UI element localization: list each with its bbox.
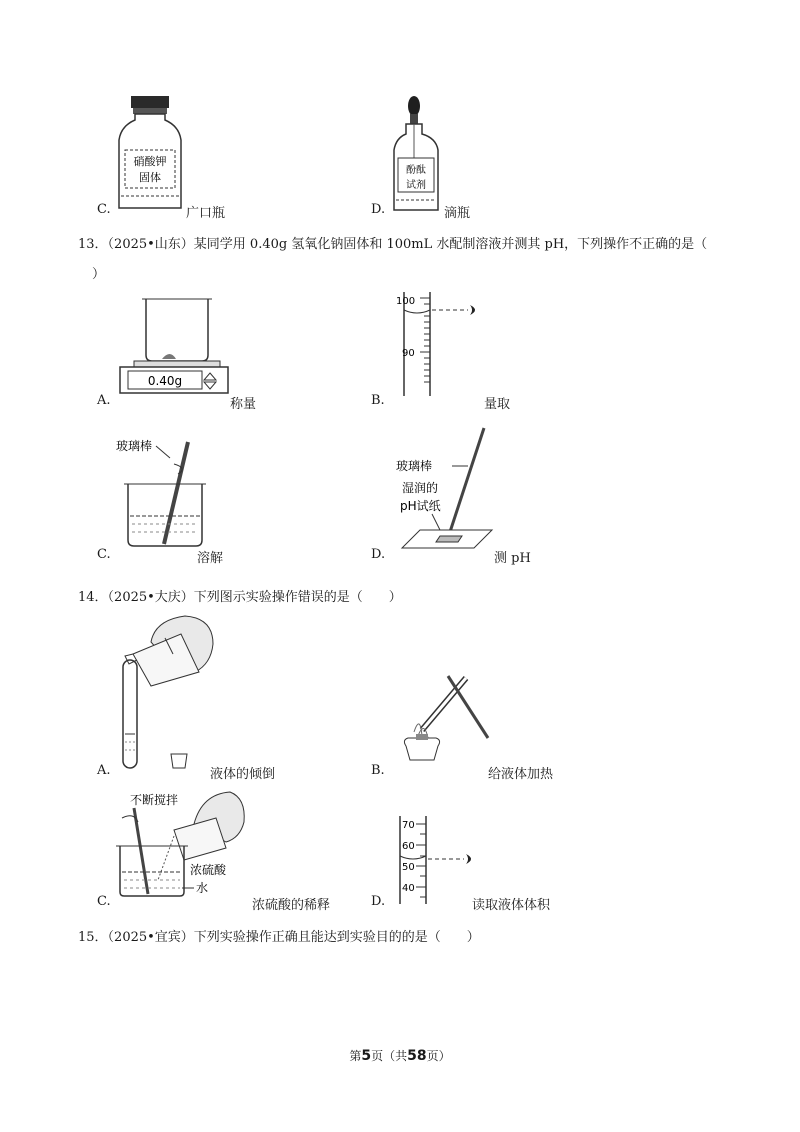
tube-holder — [448, 676, 488, 738]
svg-text:不断搅拌: 不断搅拌 — [130, 793, 179, 807]
option-letter: B. — [371, 393, 385, 408]
glass-rod — [448, 428, 484, 538]
option-letter: D. — [371, 202, 386, 217]
eye-icon — [470, 305, 475, 315]
option-caption: 称量 — [230, 397, 257, 412]
balance-weighing-figure — [118, 293, 230, 397]
option-caption: 浓硫酸的稀释 — [252, 898, 331, 913]
svg-text:水: 水 — [196, 881, 209, 895]
alcohol-lamp — [404, 738, 439, 760]
ph-test-figure — [392, 424, 500, 550]
svg-text:固体: 固体 — [139, 171, 161, 184]
option-letter: C. — [97, 547, 111, 562]
stopper-top — [131, 96, 169, 108]
balance-pan — [134, 361, 220, 367]
svg-text:60: 60 — [402, 841, 415, 852]
bottle-stopper — [171, 754, 187, 768]
option-letter: C. — [97, 202, 111, 217]
svg-text:玻璃棒: 玻璃棒 — [116, 439, 153, 453]
svg-text:100: 100 — [396, 296, 416, 307]
option-letter: D. — [371, 547, 386, 562]
svg-text:硝酸钾: 硝酸钾 — [133, 155, 167, 168]
option-letter: B. — [371, 763, 385, 778]
svg-text:pH试纸: pH试纸 — [400, 499, 441, 513]
liquid-heating-figure — [392, 670, 496, 770]
option-letter: D. — [371, 894, 386, 909]
dropper-bottle-figure — [392, 94, 442, 214]
svg-text:浓硫酸: 浓硫酸 — [190, 863, 227, 877]
glass-rod — [164, 442, 188, 544]
page-number: 5 — [361, 1048, 372, 1064]
option-caption: 量取 — [484, 397, 511, 412]
total-pages: 58 — [407, 1048, 427, 1064]
svg-text:0.40g: 0.40g — [147, 374, 183, 388]
svg-text:酚酞: 酚酞 — [406, 165, 426, 176]
svg-text:湿润的: 湿润的 — [402, 481, 439, 495]
option-caption: 液体的倾倒 — [210, 767, 276, 782]
rubber-bulb — [408, 96, 420, 116]
option-letter: A. — [97, 763, 111, 778]
svg-text:试剂: 试剂 — [406, 180, 426, 191]
svg-text:50: 50 — [402, 862, 415, 873]
acid-dilution-figure — [112, 788, 248, 898]
cylinder-read-figure — [390, 290, 490, 398]
svg-text:玻璃棒: 玻璃棒 — [396, 459, 433, 473]
question-13-stem: 13．（2025•山东）某同学用 0.40g 氢氧化钠固体和 100mL 水配制溶液并测其 pH，下列操作不正确的是（ — [78, 237, 708, 252]
option-letter: A. — [97, 393, 111, 408]
dissolving-figure — [112, 436, 212, 550]
page-footer: 第5页（共58页） — [349, 1048, 451, 1064]
svg-text:40: 40 — [402, 883, 415, 894]
eye-icon — [466, 854, 471, 864]
svg-text:70: 70 — [402, 820, 415, 831]
option-caption: 测 pH — [494, 551, 531, 566]
question-14-stem: 14．（2025•大庆）下列图示实验操作错误的是（ ） — [78, 590, 402, 605]
wide-mouth-bottle-figure — [115, 92, 185, 212]
volume-read-figure — [394, 814, 494, 906]
option-caption: 广口瓶 — [186, 206, 226, 221]
option-caption: 滴瓶 — [444, 206, 471, 221]
option-caption: 给液体加热 — [488, 767, 554, 782]
option-caption: 读取液体体积 — [472, 898, 551, 913]
svg-text:90: 90 — [402, 348, 415, 359]
liquid-pouring-figure — [115, 614, 217, 772]
option-letter: C. — [97, 894, 111, 909]
glass-rod — [134, 808, 148, 894]
question-15-stem: 15．（2025•宜宾）下列实验操作正确且能达到实验目的的是（ ） — [78, 930, 480, 945]
option-caption: 溶解 — [197, 551, 224, 566]
beaker — [146, 299, 208, 361]
reagent-bottle — [174, 818, 226, 860]
question-13-stem-end: ） — [92, 267, 106, 282]
